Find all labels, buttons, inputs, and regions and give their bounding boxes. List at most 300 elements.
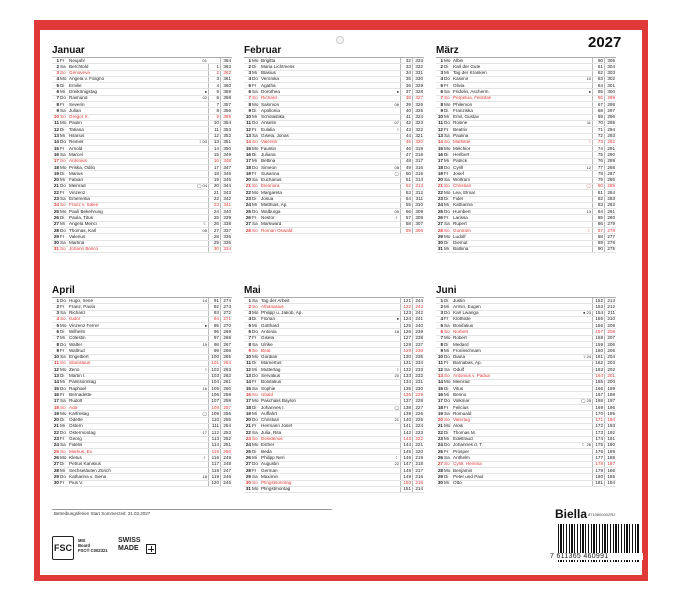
days-remaining: 263: [220, 367, 232, 373]
days-remaining: 330: [412, 77, 424, 83]
weekday: Mo: [60, 367, 67, 372]
days-remaining: 208: [604, 329, 616, 335]
days-remaining: 234: [412, 361, 424, 367]
day-number: 7: [440, 335, 443, 341]
weekday: Mi: [444, 304, 449, 309]
day-name: Odette: [69, 417, 83, 423]
day-number: 5: [56, 323, 59, 328]
week-marker: ◯ 04: [196, 183, 207, 189]
weekday: Fr: [444, 449, 449, 454]
day-number: 24: [53, 202, 59, 208]
day-name: Beat: [261, 348, 271, 353]
day-number: 7: [248, 335, 251, 341]
days-remaining: 219: [412, 455, 424, 461]
days-remaining: 248: [220, 462, 232, 468]
days-remaining: 220: [412, 449, 424, 455]
day-number: 4: [440, 316, 443, 322]
weekday: Di: [252, 316, 257, 322]
day-of-year: 100: [208, 355, 220, 361]
day-of-year: 113: [208, 437, 220, 443]
day-number: 29: [53, 234, 59, 239]
days-remaining: 226: [412, 411, 424, 417]
days-remaining: 344: [220, 184, 232, 190]
weekday: Fr: [252, 423, 257, 429]
day-of-year: 146: [400, 455, 412, 461]
week-marker: 05: [202, 228, 207, 233]
week-marker: 16: [202, 386, 207, 391]
weekday: Sa: [252, 342, 258, 347]
day-name: Paschalis Baylon: [261, 398, 296, 404]
week-marker: ●: [204, 323, 207, 328]
day-number: 2: [440, 64, 443, 69]
day-of-year: 48: [400, 159, 412, 165]
weekday: Mo: [252, 146, 259, 151]
week-marker: ◯: [202, 411, 207, 416]
day-number: 8: [440, 102, 443, 107]
days-remaining: 229: [412, 392, 424, 398]
day-name: Antonius v. Padua: [453, 373, 490, 379]
days-remaining: 290: [604, 152, 616, 158]
day-name: Klothilde: [453, 316, 471, 322]
days-remaining: 235: [412, 355, 424, 361]
weekday: Mi: [60, 221, 65, 227]
days-remaining: 303: [604, 71, 616, 77]
day-name: Raphael: [69, 386, 87, 391]
day-name: Ulrike: [261, 342, 273, 347]
day-of-year: 34: [400, 71, 412, 77]
day-number: 13: [53, 133, 59, 139]
day-name: Juliana: [261, 152, 276, 157]
day-of-year: 54: [400, 197, 412, 203]
weekday: Sa: [60, 240, 66, 246]
days-remaining: 286: [604, 178, 616, 184]
day-name: Peter und Paul: [453, 474, 484, 479]
days-remaining: 304: [604, 64, 616, 70]
day-number: 17: [437, 398, 443, 404]
day-name: Emilie: [69, 83, 82, 88]
day-of-year: 47: [400, 152, 412, 158]
weekday: Fr: [60, 436, 65, 442]
day-number: 12: [437, 367, 443, 372]
day-name: Eucharius: [261, 177, 282, 183]
day-of-year: 121: [400, 298, 412, 304]
day-name: Matthias, Ap.: [261, 202, 288, 208]
day-name: Palmsonntag: [69, 379, 96, 385]
day-number: 8: [248, 342, 251, 347]
weekday: So: [444, 329, 450, 334]
day-name: Gotthard: [261, 323, 279, 328]
days-remaining: 350: [220, 146, 232, 152]
day-number: 3: [248, 70, 251, 76]
day-of-year: 117: [208, 462, 220, 468]
day-row: [52, 247, 232, 253]
weekday: Sa: [444, 411, 450, 416]
day-name: Agatha: [261, 83, 276, 88]
day-row: [436, 247, 616, 253]
day-number: 15: [245, 146, 251, 151]
day-name: Paulina: [453, 133, 469, 139]
day-name: Stanislaus: [69, 360, 91, 366]
weekday: Fr: [444, 83, 449, 88]
day-of-year: 98: [208, 342, 220, 348]
weekday: Mo: [444, 234, 451, 239]
week-marker: 11: [586, 120, 591, 126]
days-remaining: 359: [220, 89, 232, 95]
day-number: 24: [53, 442, 59, 448]
weekday: Fr: [252, 379, 257, 385]
weekday: Mo: [444, 102, 451, 107]
weekday: Di: [252, 152, 257, 157]
days-remaining: 291: [604, 146, 616, 152]
days-remaining: 245: [220, 481, 232, 487]
day-number: 1: [248, 298, 251, 303]
month-block-may: [244, 284, 424, 493]
day-name: Engelbert: [69, 354, 89, 360]
weekday: Do: [444, 310, 450, 316]
day-name: Robert: [453, 335, 467, 341]
weekday: So: [252, 183, 258, 189]
swiss-made-line: SWISS: [118, 537, 141, 544]
weekday: Sa: [252, 133, 258, 139]
weekday: Fr: [252, 215, 257, 220]
weekday: Fr: [60, 58, 65, 63]
day-number: 1: [440, 298, 443, 303]
day-number: 6: [248, 329, 251, 334]
day-of-year: 107: [208, 399, 220, 405]
weekday: Mo: [252, 102, 259, 107]
days-remaining: 347: [220, 165, 232, 171]
day-of-year: 168: [592, 399, 604, 405]
day-name: Florian: [261, 316, 276, 322]
day-name: Beatrix: [453, 127, 468, 132]
day-name: German: [261, 468, 278, 473]
day-name: Rosine: [453, 120, 468, 126]
day-number: 6: [248, 89, 251, 94]
days-remaining: 190: [604, 443, 616, 449]
days-remaining: 361: [220, 77, 232, 83]
day-of-year: 142: [400, 430, 412, 436]
days-remaining: 328: [412, 89, 424, 95]
days-remaining: 251: [220, 443, 232, 449]
week-marker: ● 23: [583, 310, 591, 316]
days-remaining: 246: [220, 474, 232, 480]
day-name: Fidel: [453, 196, 463, 202]
days-remaining: 223: [412, 430, 424, 436]
days-remaining: 256: [220, 411, 232, 417]
week-marker: 02: [202, 95, 207, 101]
day-name: Raimund: [69, 95, 88, 101]
weekday: Sa: [60, 108, 66, 113]
day-of-year: 181: [592, 481, 604, 487]
week-marker: ◯: [586, 183, 591, 189]
weekday: Do: [444, 76, 450, 82]
day-number: 10: [53, 114, 59, 120]
day-number: 25: [437, 449, 443, 454]
day-of-year: 119: [208, 474, 220, 480]
days-remaining: 241: [412, 317, 424, 323]
days-remaining: 323: [412, 121, 424, 127]
day-number: 7: [56, 335, 59, 341]
day-number: 22: [245, 190, 251, 195]
week-marker: ●: [588, 89, 591, 94]
days-remaining: 356: [220, 108, 232, 114]
days-remaining: 284: [604, 190, 616, 196]
day-of-year: 124: [400, 317, 412, 323]
weekday: Fr: [60, 190, 65, 195]
day-name: Priska, Odilo: [69, 165, 96, 170]
days-remaining: 325: [412, 108, 424, 114]
day-number: 23: [245, 196, 251, 202]
day-of-year: 56: [400, 209, 412, 215]
day-number: 21: [437, 423, 443, 429]
swiss-made-label: [118, 537, 141, 553]
day-number: 15: [53, 386, 59, 391]
weekday: Do: [252, 329, 258, 334]
days-remaining: 318: [412, 152, 424, 158]
day-name: Vinzenz: [69, 190, 86, 195]
day-row: [244, 228, 424, 234]
weekday: Mi: [252, 367, 257, 372]
day-of-year: 155: [592, 317, 604, 323]
day-name: Alois: [453, 423, 463, 429]
weekday: Sa: [60, 442, 66, 448]
days-remaining: 202: [604, 367, 616, 373]
day-number: 16: [245, 152, 251, 157]
days-remaining: 309: [412, 209, 424, 215]
day-number: 31: [245, 486, 251, 492]
day-of-year: 97: [208, 336, 220, 342]
day-number: 2: [248, 64, 251, 69]
day-of-year: 91: [208, 298, 220, 304]
day-name: Ada: [69, 405, 78, 410]
day-number: 6: [56, 89, 59, 94]
day-list: [52, 57, 232, 253]
fsc-text-line: FSC® C002321: [78, 548, 108, 553]
weekday: Sa: [444, 89, 450, 94]
day-name: Dorothea: [261, 89, 280, 94]
days-remaining: 255: [220, 418, 232, 424]
day-number: 24: [437, 202, 443, 208]
week-marker: ☾: [395, 215, 399, 220]
days-remaining: 320: [412, 140, 424, 146]
day-name: Salomon: [261, 102, 280, 107]
day-of-year: 70: [592, 121, 604, 127]
day-number: 5: [248, 323, 251, 328]
day-name: Severin: [69, 102, 85, 107]
weekday: Fr: [60, 234, 65, 239]
week-marker: ☽: [587, 139, 591, 145]
day-number: 1: [248, 58, 251, 63]
weekday: Mo: [60, 76, 67, 82]
day-number: 10: [437, 354, 443, 360]
day-number: 26: [437, 455, 443, 460]
day-of-year: 103: [208, 374, 220, 380]
days-remaining: 221: [412, 443, 424, 449]
day-name: Richard: [69, 310, 85, 316]
day-number: 25: [245, 449, 251, 454]
days-remaining: 282: [604, 203, 616, 209]
day-of-year: 148: [400, 468, 412, 474]
day-name: Scholastika: [261, 114, 285, 120]
day-number: 11: [438, 120, 443, 126]
day-of-year: 130: [400, 355, 412, 361]
day-list: [244, 297, 424, 493]
day-row: [52, 481, 232, 487]
day-name: Dreikönigstag: [69, 89, 98, 94]
month-block-february: [244, 44, 424, 234]
day-number: 4: [248, 76, 251, 82]
weekday: Fr: [60, 146, 65, 151]
day-name: Benno: [453, 392, 467, 397]
days-remaining: 300: [604, 89, 616, 95]
days-remaining: 266: [220, 348, 232, 354]
day-name: Patrick: [453, 158, 468, 164]
day-of-year: 13: [208, 140, 220, 146]
weekday: Do: [60, 342, 66, 347]
days-remaining: 215: [412, 481, 424, 487]
day-name: Margareta: [261, 190, 282, 195]
weekday: Mi: [60, 423, 65, 429]
days-remaining: 203: [604, 361, 616, 367]
days-remaining: 267: [220, 342, 232, 348]
month-name: April: [52, 285, 75, 296]
day-number: 18: [437, 165, 443, 170]
days-remaining: 225: [412, 418, 424, 424]
day-number: 17: [53, 398, 59, 404]
week-marker: ☾ 26: [581, 442, 591, 448]
day-of-year: 171: [592, 418, 604, 424]
days-remaining: 364: [220, 58, 232, 64]
weekday: So: [60, 449, 66, 454]
day-name: Katharina v. Siena: [69, 474, 107, 479]
weekday: Mi: [444, 480, 449, 486]
day-number: 3: [440, 310, 443, 316]
day-name: Bonifatius: [261, 379, 282, 385]
weekday: Do: [444, 354, 450, 360]
day-name: Odulf: [453, 367, 464, 372]
days-remaining: 296: [604, 115, 616, 121]
days-remaining: 275: [604, 247, 616, 253]
days-remaining: 236: [412, 348, 424, 354]
day-of-year: 14: [208, 146, 220, 152]
days-remaining: 231: [412, 380, 424, 386]
weekday: So: [444, 95, 450, 101]
day-name: Pfingstmontag: [261, 486, 291, 492]
day-name: Vitus: [453, 386, 464, 391]
day-number: 17: [245, 158, 251, 164]
day-of-year: 109: [208, 411, 220, 417]
month-block-june: [436, 284, 616, 487]
days-remaining: 192: [604, 430, 616, 436]
week-marker: 09: [394, 209, 399, 214]
week-marker: ◯: [394, 171, 399, 176]
day-name: Walburga: [261, 209, 281, 214]
fsc-text-line: Board: [78, 543, 91, 548]
weekday: Sa: [444, 177, 450, 183]
day-name: Humbert: [453, 209, 471, 214]
weekday: Di: [60, 461, 65, 467]
days-remaining: 294: [604, 127, 616, 133]
day-row: [436, 481, 616, 487]
weekday: Mo: [60, 165, 67, 170]
weekday: Sa: [60, 196, 66, 202]
days-remaining: 232: [412, 374, 424, 380]
day-number: 17: [53, 158, 59, 164]
day-of-year: 64: [592, 83, 604, 89]
days-remaining: 301: [604, 83, 616, 89]
days-remaining: 349: [220, 152, 232, 158]
day-number: 13: [245, 373, 251, 379]
weekday: So: [252, 228, 258, 233]
days-remaining: 211: [604, 311, 616, 317]
days-remaining: 338: [220, 222, 232, 228]
day-of-year: 72: [592, 134, 604, 140]
day-of-year: 135: [400, 386, 412, 392]
day-name: Valerius: [69, 234, 86, 239]
day-of-year: 169: [592, 405, 604, 411]
weekday: Mi: [252, 455, 257, 460]
days-remaining: 292: [604, 140, 616, 146]
day-of-year: 165: [592, 380, 604, 386]
day-name: Pius V.: [69, 480, 84, 486]
weekday: Mi: [444, 392, 449, 397]
weekday: Di: [444, 152, 449, 157]
day-name: Guntram: [453, 228, 471, 233]
day-name: Johannes d. T.: [453, 442, 483, 448]
day-of-year: 32: [400, 58, 412, 64]
day-name: Katharina: [453, 202, 473, 208]
day-number: 15: [53, 146, 59, 151]
week-marker: ◯: [394, 405, 399, 410]
day-of-year: 112: [208, 430, 220, 436]
day-number: 8: [248, 102, 251, 107]
day-number: 1: [440, 58, 443, 63]
day-of-year: 126: [400, 329, 412, 335]
days-remaining: 363: [220, 64, 232, 70]
day-of-year: 40: [400, 108, 412, 114]
day-name: Arnold: [69, 146, 83, 151]
weekday: Fr: [444, 127, 449, 132]
day-name: Medard: [453, 342, 469, 347]
day-name: Antonia: [261, 329, 277, 334]
days-remaining: 308: [412, 215, 424, 221]
day-of-year: 108: [208, 405, 220, 411]
days-remaining: 222: [412, 437, 424, 443]
days-remaining: 216: [412, 474, 424, 480]
weekday: Do: [60, 95, 66, 101]
day-of-year: 10: [208, 121, 220, 127]
week-marker: 13: [586, 209, 591, 214]
day-name: Cyrill, Hemma: [453, 461, 482, 467]
day-of-year: 179: [592, 468, 604, 474]
day-name: Martina: [69, 240, 85, 246]
day-of-year: 26: [208, 222, 220, 228]
week-marker: 10: [586, 76, 591, 82]
weekday: Fr: [60, 304, 65, 309]
day-number: 23: [53, 436, 59, 442]
days-remaining: 185: [604, 474, 616, 480]
weekday: Mi: [252, 70, 257, 76]
week-marker: 18: [202, 474, 207, 479]
day-name: Wilhelm: [69, 329, 86, 334]
weekday: Mi: [60, 379, 65, 385]
weekday: Do: [60, 228, 66, 233]
days-remaining: 353: [220, 127, 232, 133]
day-name: Beda: [261, 449, 272, 454]
day-of-year: 167: [592, 392, 604, 398]
day-of-year: 93: [208, 311, 220, 317]
weekday: Mo: [60, 120, 67, 126]
